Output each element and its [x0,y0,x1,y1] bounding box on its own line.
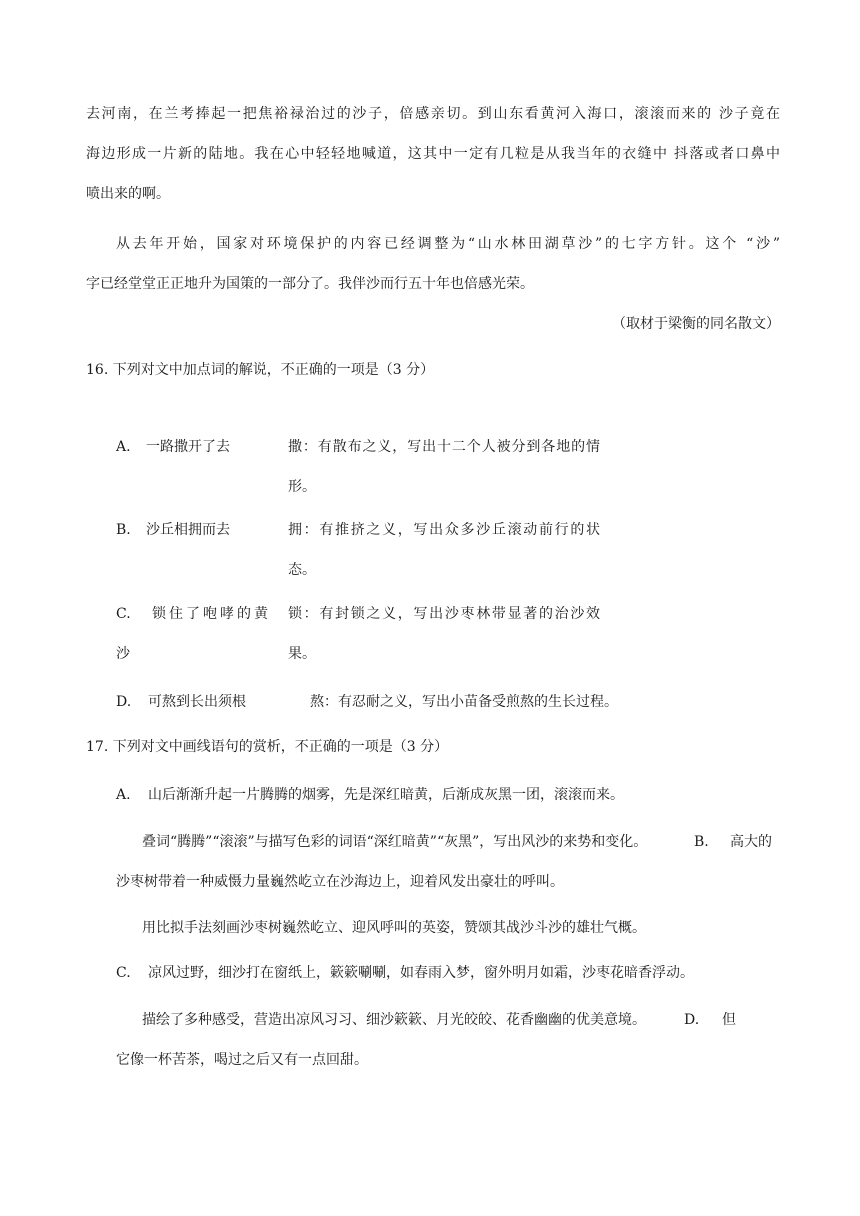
q17-d-text-cont: 它像一杯苦茶，喝过之后又有一点回甜。 [116,1052,368,1068]
q17-c-letter: C. [116,965,131,981]
option-c-explanation-cont: 果。 [288,646,316,662]
option-b-explanation: 拥：有推挤之义，写出众多沙丘滚动前行的状 [288,522,600,538]
q17-c-text: 凉风过野，细沙打在窗纸上，簌簌唰唰，如春雨入梦，窗外明月如霜，沙枣花暗香浮动。 [148,965,694,981]
q17-a-text: 山后渐渐升起一片腾腾的烟雾，先是深红暗黄，后渐成灰黑一团，滚滚而来。 [148,787,624,803]
passage-line: 海边形成一片新的陆地。我在心中轻轻地喊道，这其中一定有几粒是从我当年的衣缝中 抖落或者口鼻中 [86,146,780,162]
option-c-term-cont: 沙 [116,646,130,662]
q17-a-note: 叠词“腾腾”“滚滚”与描写色彩的词语“深红暗黄”“灰黑”，写出风沙的来势和变化。 [142,834,648,850]
option-a-explanation: 撒：有散布之义，写出十二个人被分到各地的情 [288,439,600,455]
option-a-letter: A. [116,439,131,455]
option-d-term: 可熬到长出须根 [148,694,246,710]
option-d-letter: D. [116,694,132,710]
q17-a-letter: A. [116,787,131,803]
passage-line: 从去年开始，国家对环境保护的内容已经调整为“山水林田湖草沙”的七字方针。这个 “沙” [116,236,780,252]
q17-d-letter: D. [684,1012,700,1028]
option-a-term: 一路撒开了去 [146,439,230,455]
option-c-explanation: 锁：有封锁之义，写出沙枣林带显著的治沙效 [288,606,600,622]
option-a-explanation-cont: 形。 [288,479,316,495]
option-b-term: 沙丘相拥而去 [146,522,230,538]
q17-b-text-cont: 沙枣树带着一种威慑力量巍然屹立在沙海边上，迎着风发出豪壮的呼叫。 [116,874,564,890]
question-16-stem: 16. 下列对文中加点词的解说，不正确的一项是（3 分） [86,362,435,378]
passage-source: （取材于梁衡的同名散文） [612,316,780,332]
q17-c-note: 描绘了多种感受，营造出凉风习习、细沙簌簌、月光皎皎、花香幽幽的优美意境。 [142,1012,646,1028]
option-c-term: 锁住了咆哮的黄 [152,606,268,622]
passage-line: 去河南，在兰考捧起一把焦裕禄治过的沙子，倍感亲切。到山东看黄河入海口，滚滚而来的 沙子竟在 [86,106,780,122]
q17-d-text: 但 [722,1012,736,1028]
q17-b-text: 高大的 [730,834,772,850]
passage-line: 喷出来的啊。 [86,186,170,202]
option-c-letter: C. [116,606,131,622]
passage-line: 字已经堂堂正正地升为国策的一部分了。我伴沙而行五十年也倍感光荣。 [86,276,534,292]
option-b-explanation-cont: 态。 [288,562,316,578]
question-17-stem: 17. 下列对文中画线语句的赏析，不正确的一项是（3 分） [86,739,449,755]
q17-b-letter: B. [694,834,709,850]
option-b-letter: B. [116,522,131,538]
q17-b-note: 用比拟手法刻画沙枣树巍然屹立、迎风呼叫的英姿，赞颂其战沙斗沙的雄壮气概。 [142,920,646,936]
option-d-explanation: 熬：有忍耐之义，写出小苗备受煎熬的生长过程。 [310,694,618,710]
